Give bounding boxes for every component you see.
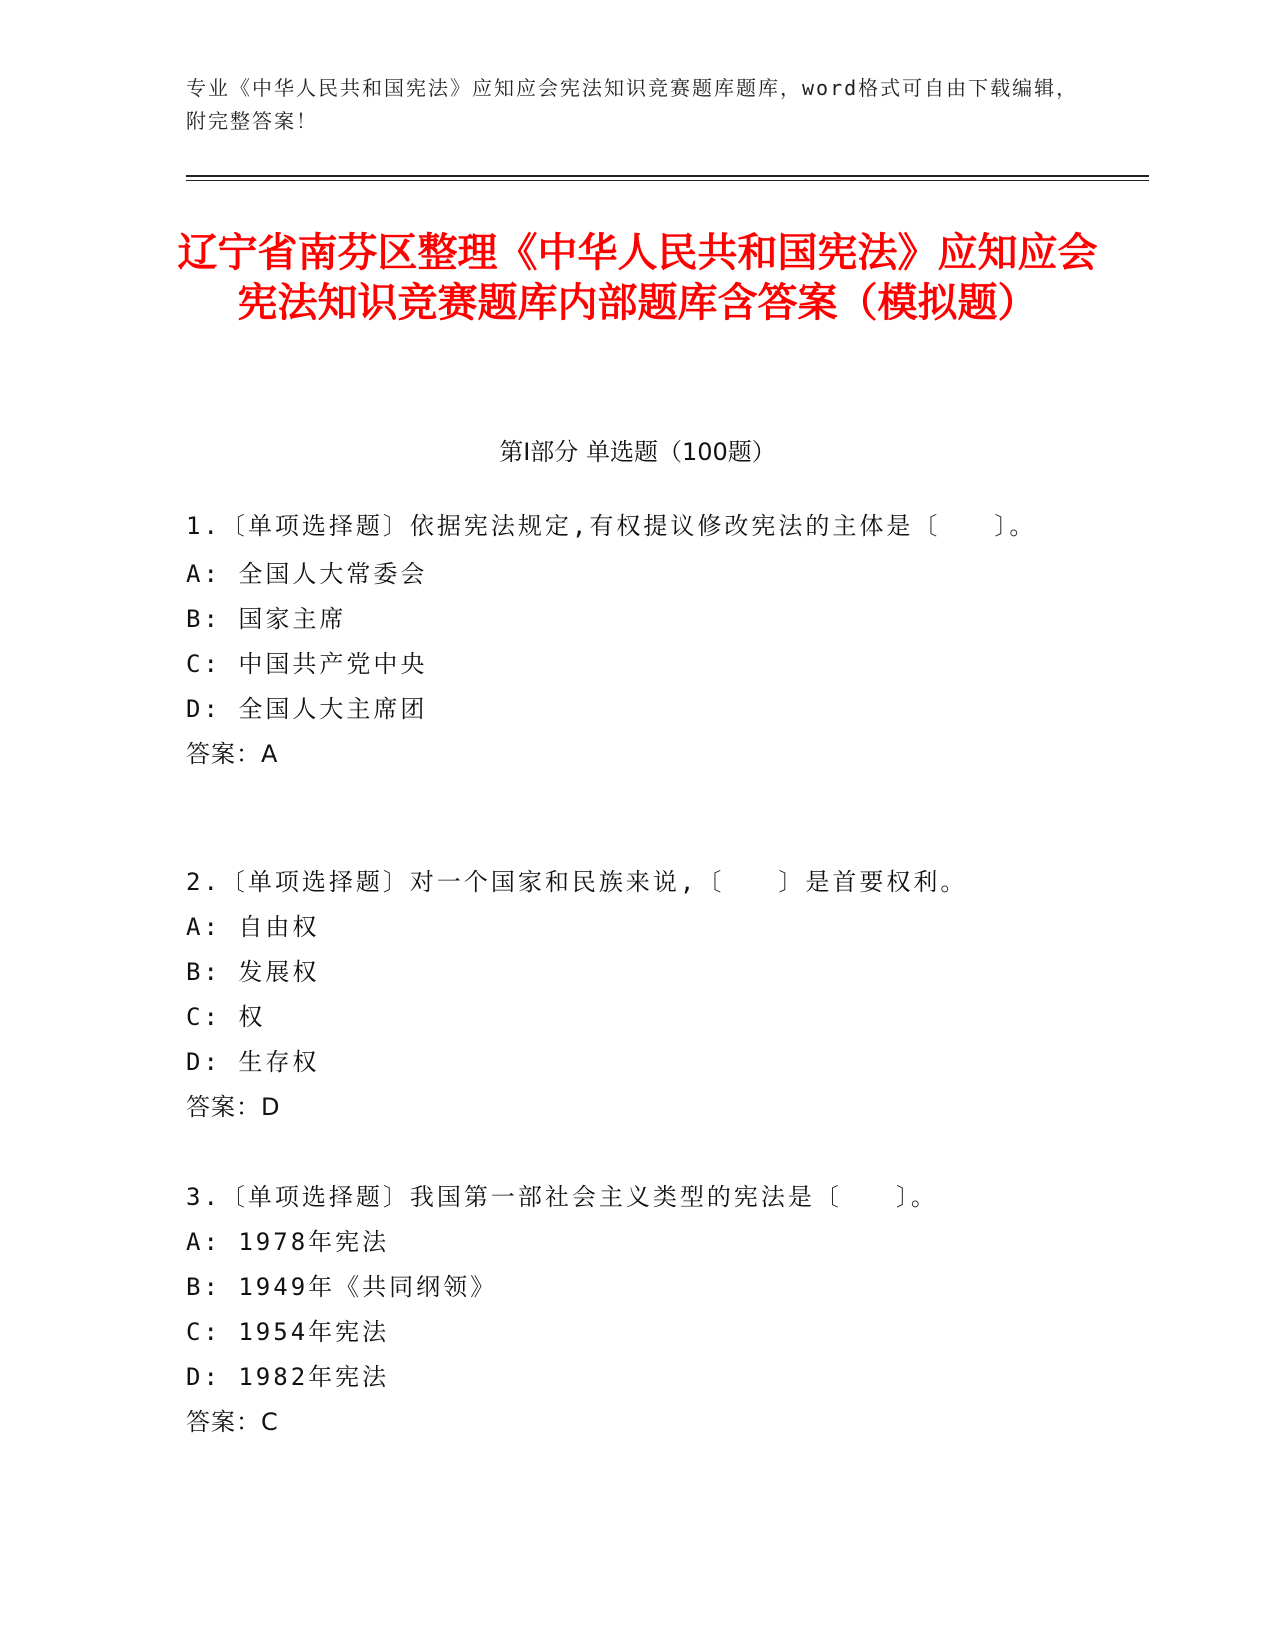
option-b: B: 1949年《共同纲领》 — [186, 1273, 498, 1301]
option-a: A: 全国人大常委会 — [186, 560, 428, 588]
answer: 答案：C — [186, 1408, 279, 1436]
option-c: C: 1954年宪法 — [186, 1318, 390, 1346]
question-3 — [186, 1175, 1086, 1445]
answer: 答案：A — [186, 740, 279, 768]
answer: 答案：D — [186, 1093, 281, 1121]
option-d: D: 全国人大主席团 — [186, 695, 428, 723]
option-d: D: 生存权 — [186, 1048, 320, 1076]
question-stem: 1.〔单项选择题〕依据宪法规定,有权提议修改宪法的主体是〔 〕。 — [186, 512, 1037, 540]
question-2 — [186, 860, 1086, 1130]
option-d: D: 1982年宪法 — [186, 1363, 390, 1391]
header-divider-thick — [186, 175, 1149, 177]
header-divider-thin — [186, 180, 1149, 181]
option-c: C: 中国共产党中央 — [186, 650, 428, 678]
document-title: 辽宁省南芬区整理《中华人民共和国宪法》应知应会宪法知识竞赛题库内部题库含答案（模拟题） — [177, 230, 1098, 326]
option-a: A: 自由权 — [186, 913, 320, 941]
question-stem: 2.〔单项选择题〕对一个国家和民族来说,〔 〕是首要权利。 — [186, 868, 968, 896]
section-heading: 第Ⅰ部分 单选题（100题） — [499, 438, 776, 466]
option-b: B: 发展权 — [186, 958, 320, 986]
option-c: C: 权 — [186, 1003, 266, 1031]
header-note: 专业《中华人民共和国宪法》应知应会宪法知识竞赛题库题库，word格式可自由下载编辑，附完整答案！ — [186, 76, 1079, 133]
question-stem: 3.〔单项选择题〕我国第一部社会主义类型的宪法是〔 〕。 — [186, 1183, 938, 1211]
option-b: B: 国家主席 — [186, 605, 347, 633]
question-1 — [186, 500, 1086, 777]
option-a: A: 1978年宪法 — [186, 1228, 390, 1256]
